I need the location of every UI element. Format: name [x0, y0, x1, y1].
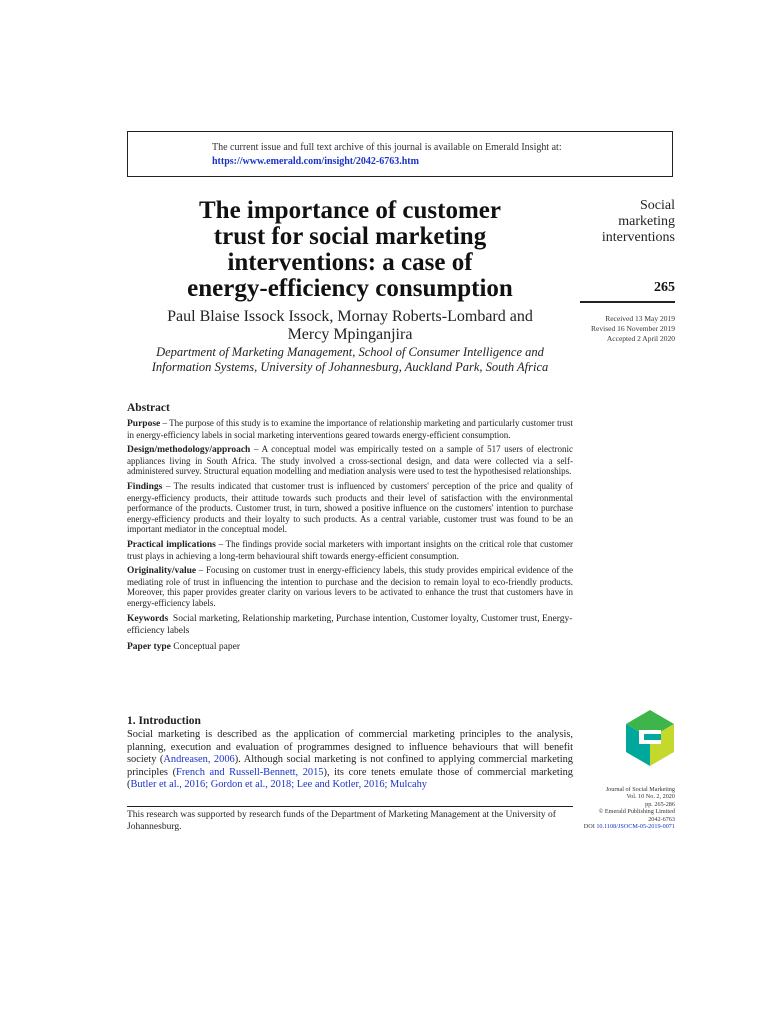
section-text: – Focusing on customer trust in energy-efficiency labels, this study provides empirical evidence of the mediating role of trust in influencing the intention to purchase and the decision to remain loyal to eco-friendly products. Moreover, this paper provides greater clarity on various levers to be activated to enhance the trust that customers have in energy-efficiency labels. [127, 565, 573, 608]
notice-text: The current issue and full text archive of this journal is available on Emerald Insight at: [212, 142, 562, 153]
paper-title [127, 198, 573, 302]
keywords-label: Keywords [127, 613, 169, 624]
section-label: Practical implications [127, 539, 216, 550]
doi-link[interactable]: 10.1108/JSOCM-05-2019-0071 [596, 823, 675, 831]
keywords-text: Social marketing, Relationship marketing, Purchase intention, Customer loyalty, Customer trust, Energy-efficiency labels [127, 613, 573, 636]
emerald-logo-icon [622, 708, 678, 768]
section-label: Design/methodology/approach [127, 445, 251, 456]
introduction [127, 715, 573, 792]
author-line: Paul Blaise Issock Issock, Mornay Roberts-Lombard and [167, 308, 533, 325]
journal-publisher: © Emerald Publishing Limited [598, 808, 675, 816]
section-label: Originality/value [127, 566, 197, 577]
journal-notice-box [127, 131, 673, 177]
paper-type [127, 641, 573, 653]
journal-issn: 2042-6763 [648, 815, 675, 823]
abstract-implications [127, 539, 573, 561]
journal-url-link[interactable]: https://www.emerald.com/insight/2042-6763.htm [212, 156, 419, 167]
running-title-line: marketing [618, 214, 675, 229]
accepted-date: Accepted 2 April 2020 [606, 334, 675, 343]
journal-info [570, 786, 675, 830]
intro-text: ). Although social marketing is not confined to applying commercial marketing principles ( [127, 754, 574, 778]
paper-type-label: Paper type [127, 641, 171, 652]
running-title [580, 198, 675, 246]
abstract-originality [127, 565, 573, 608]
citation-link[interactable]: Andreasen, 2006 [163, 754, 235, 766]
revised-date: Revised 16 November 2019 [591, 324, 675, 333]
footnote-divider [127, 806, 573, 807]
received-date: Received 13 May 2019 [605, 314, 675, 323]
paper-type-value: Conceptual paper [173, 641, 241, 652]
journal-doi [570, 823, 675, 830]
title-line: trust for social marketing [213, 223, 487, 250]
doi-label: DOI [583, 823, 595, 831]
funding-footnote: This research was supported by research funds of the Department of Marketing Management at the University of Johannesburg. [127, 810, 556, 832]
abstract-findings [127, 481, 573, 535]
abstract-design [127, 444, 573, 477]
author-line: Mercy Mpinganjira [287, 326, 413, 343]
affiliation [127, 345, 573, 375]
citation-link[interactable]: Butler et al., 2016; Gordon et al., 2018; Lee and Kotler, 2016; Mulcahy [130, 779, 427, 791]
section-label: Purpose [127, 419, 161, 429]
section-text: – The purpose of this study is to examine the importance of relationship marketing and particularly customer trust in energy-efficiency labels in social marketing interventions geared towards energy-efficient consumption. [127, 418, 573, 440]
title-line: energy-efficiency consumption [187, 275, 513, 302]
keywords [127, 613, 573, 637]
abstract [127, 402, 573, 653]
title-line: interventions: a case of [227, 249, 473, 276]
side-divider [580, 301, 675, 303]
affiliation-line: Department of Marketing Management, School of Consumer Intelligence and [156, 345, 544, 359]
affiliation-line: Information Systems, University of Johannesburg, Auckland Park, South Africa [151, 360, 549, 374]
history-dates [575, 314, 675, 344]
journal-volume: Vol. 10 No. 2, 2020 [626, 793, 675, 801]
intro-paragraph [127, 729, 573, 792]
intro-text: ), its core tenets emulate those of commercial marketing ( [127, 766, 573, 791]
page-number: 265 [654, 280, 675, 295]
section-label: Findings [127, 481, 163, 492]
journal-pages: pp. 265-286 [645, 800, 675, 808]
abstract-purpose [127, 418, 573, 440]
section-text: – The results indicated that customer trust is influenced by customers' perception of the price and quality of energy-efficiency products, their attitude towards such products and their level of satisfaction with the environmental performance of the products. Customer trust, in turn, showed a positive influence on the customers' intention to purchase energy-efficiency products and their loyalty to such products. As a central variable, customer trust was found to be an important mediator in the conceptual model. [127, 480, 573, 535]
abstract-heading: Abstract [127, 402, 170, 414]
citation-link[interactable]: French and Russell-Bennett, 2015 [176, 766, 324, 778]
running-title-line: Social [640, 198, 675, 213]
intro-text: Social marketing is described as the application of commercial marketing principles to the analysis, planning, execution and evaluation of programmes designed to influence behaviours that will benefit society ( [127, 729, 573, 766]
section-text: – The findings provide social marketers with important insights on the critical role that customer trust plays in achieving a long-term behavioural shift towards energy-efficient consumption. [127, 538, 573, 561]
running-title-line: interventions [601, 230, 675, 245]
section-text: – A conceptual model was empirically tested on a sample of 517 users of electronic appliances living in South Africa. The study involved a cross-sectional design, and data were collected via a self-administered survey. Structural equation modelling and mediation analysis were used to test the hypothesised relationships. [127, 444, 573, 477]
intro-heading: 1. Introduction [127, 715, 201, 727]
authors [127, 308, 573, 344]
journal-name: Journal of Social Marketing [605, 786, 675, 793]
title-line: The importance of customer [198, 197, 501, 224]
